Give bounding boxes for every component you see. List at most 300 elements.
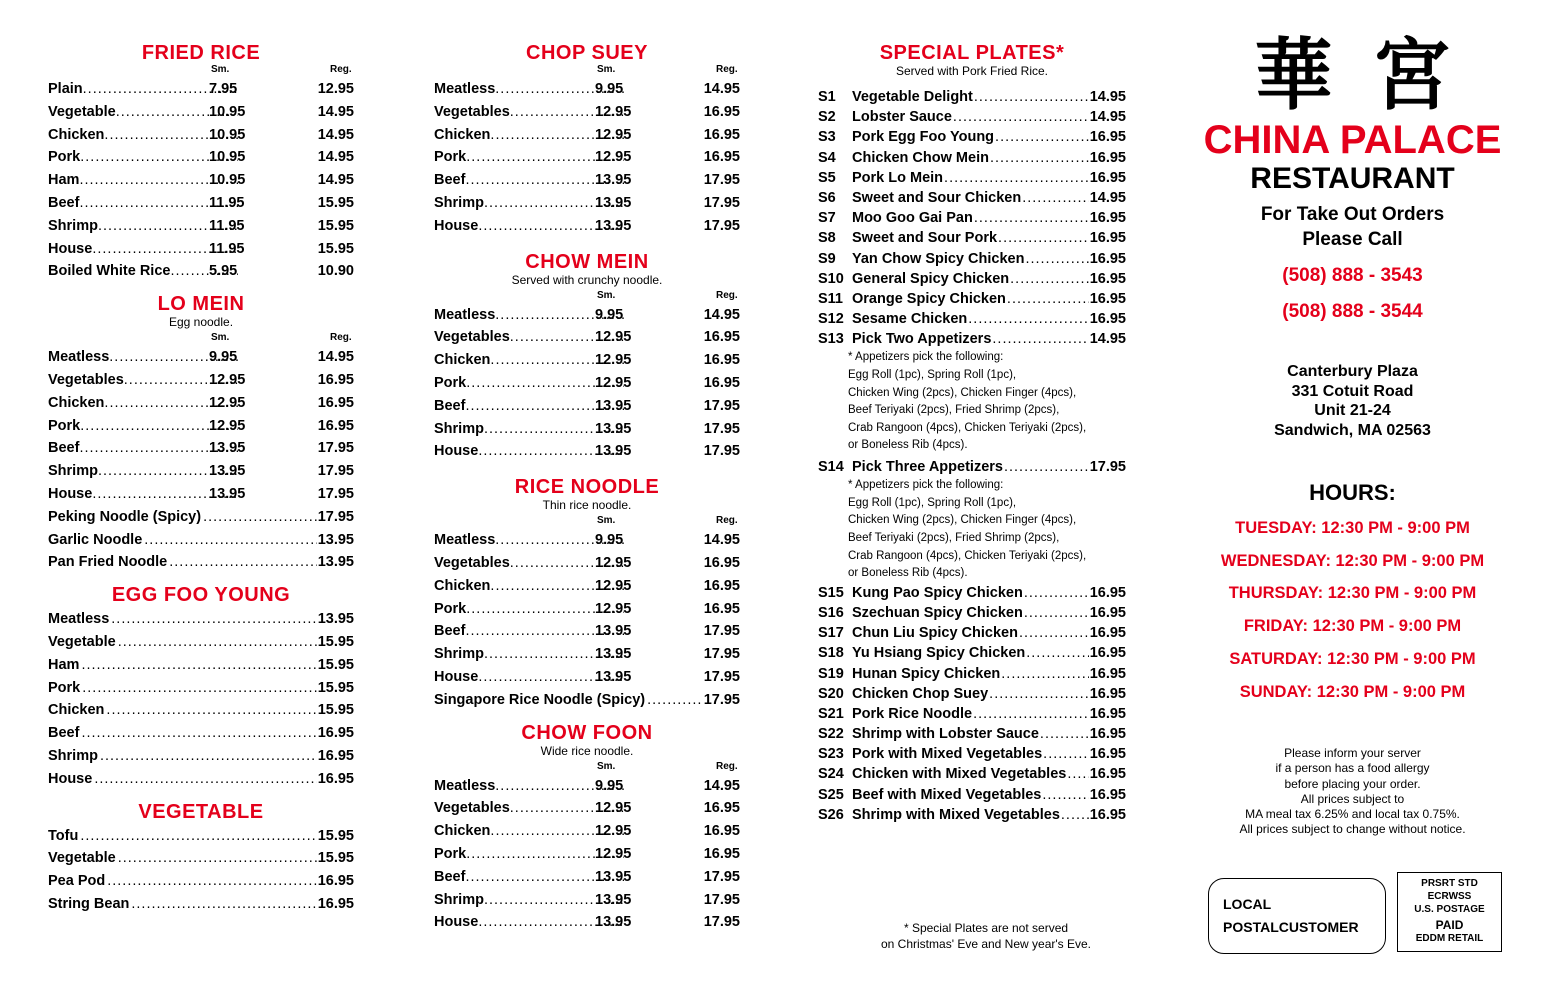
small-price: 13.95 (595, 443, 632, 460)
special-item (818, 107, 1126, 127)
menu-item (48, 346, 354, 369)
special-name: Sweet and Sour Pork (852, 230, 998, 247)
item-name: Shrimp (48, 747, 98, 764)
item-name: Chicken (434, 577, 491, 594)
special-item (818, 269, 1126, 289)
text-line: THURSDAY: 12:30 PM - 9:00 PM (1228, 584, 1477, 603)
item-name: Meatless (48, 611, 110, 628)
special-item (818, 309, 1126, 329)
menu-item (434, 78, 740, 101)
small-price: 12.95 (595, 103, 632, 120)
menu-item (434, 911, 740, 934)
regular-price: 16.95 (703, 126, 740, 143)
regular-price: 16.95 (703, 577, 740, 594)
hours-list (1195, 512, 1510, 708)
special-name: Beef with Mixed Vegetables (852, 786, 1042, 803)
special-code: S14 (818, 459, 844, 475)
special-item (818, 148, 1126, 168)
small-price: 12.95 (595, 554, 632, 571)
menu-item (48, 78, 354, 101)
menu-item (434, 666, 740, 689)
special-name: Pork Egg Foo Young (852, 129, 995, 146)
special-item (818, 643, 1126, 663)
postal-customer-box (1208, 878, 1386, 954)
text-line: 331 Cotuit Road (1291, 382, 1414, 400)
regular-price: 16.95 (317, 394, 354, 411)
menu-item (48, 506, 354, 529)
small-price: 12.95 (595, 577, 632, 594)
item-name: Ham (48, 656, 80, 673)
item-name: Vegetables (434, 800, 510, 817)
special-item (818, 329, 1126, 349)
menu-column-1 (48, 0, 354, 916)
special-code: S9 (818, 250, 836, 267)
reg-label: Reg. (716, 515, 738, 527)
takeout-text (1195, 202, 1510, 252)
menu-item (434, 395, 740, 418)
text-line: on Christmas' Eve and New year's Eve. (881, 936, 1091, 951)
special-name: Pork Rice Noodle (852, 705, 973, 722)
special-code: S3 (818, 129, 836, 146)
item-price: 13.95 (317, 611, 354, 628)
special-item (818, 704, 1126, 724)
special-code: S1 (818, 89, 836, 105)
chow-mein-list (434, 304, 740, 464)
special-item (818, 623, 1126, 643)
rice-noodle-list (434, 529, 740, 689)
regular-price: 16.95 (703, 554, 740, 571)
item-name: Garlic Noodle (48, 531, 143, 548)
special-price: 16.95 (1089, 685, 1126, 702)
postage-line: U.S. POSTAGE (1414, 904, 1485, 915)
item-name: Pan Fried Noodle (48, 554, 168, 571)
text-line: Chicken Wing (2pcs), Chicken Finger (4pcs), (848, 386, 1077, 399)
item-price: 15.95 (317, 633, 354, 650)
regular-price: 17.95 (703, 868, 740, 885)
menu-item (48, 146, 354, 169)
menu-item (434, 215, 740, 238)
item-price: 16.95 (317, 895, 354, 912)
item-price: 16.95 (317, 747, 354, 764)
item-name: Vegetables (48, 371, 124, 388)
menu-item (434, 192, 740, 215)
item-name: Shrimp (434, 420, 484, 437)
item-price: 15.95 (317, 850, 354, 867)
special-price: 16.95 (1089, 290, 1126, 307)
menu-item (48, 677, 354, 700)
brand-column (1195, 0, 1510, 837)
text-line: MA meal tax 6.25% and local tax 0.75%. (1245, 807, 1460, 822)
item-name: Ham (48, 172, 80, 189)
item-price: 15.95 (317, 679, 354, 696)
item-name: House (434, 443, 479, 460)
menu-item (48, 169, 354, 192)
small-price: 12.95 (209, 394, 246, 411)
special-code: S5 (818, 169, 836, 186)
menu-item (434, 598, 740, 621)
text-line: Please Call (1302, 229, 1403, 250)
special-name: Sesame Chicken (852, 311, 968, 328)
special-name: Sweet and Sour Chicken (852, 189, 1022, 206)
menu-item (434, 349, 740, 372)
regular-price: 16.95 (703, 823, 740, 840)
small-price: 13.95 (209, 440, 246, 457)
regular-price: 15.95 (317, 217, 354, 234)
sm-label: Sm. (597, 515, 616, 527)
item-name: Boiled White Rice (48, 263, 171, 280)
item-name: Shrimp (434, 646, 484, 663)
small-price: 10.95 (209, 126, 246, 143)
menu-item (434, 304, 740, 327)
item-name: Chicken (434, 352, 491, 369)
special-item (818, 127, 1126, 147)
chow-foon-subtitle: Wide rice noodle. (540, 743, 634, 758)
special-item (818, 785, 1126, 805)
special-code: S15 (818, 584, 844, 601)
menu-item (48, 745, 354, 768)
menu-item (434, 820, 740, 843)
item-price: 15.95 (317, 702, 354, 719)
special-price: 16.95 (1089, 665, 1126, 682)
menu-item (48, 722, 354, 745)
special-name: Lobster Sauce (852, 109, 952, 126)
small-price: 5.95 (209, 263, 238, 280)
menu-item (48, 101, 354, 124)
menu-item (434, 643, 740, 666)
special-price: 16.95 (1089, 250, 1126, 267)
special-list-b (818, 583, 1126, 825)
special-code: S12 (818, 311, 844, 328)
special-name: Moo Goo Gai Pan (852, 210, 973, 227)
regular-price: 17.95 (703, 397, 740, 414)
item-name: Beef (434, 868, 466, 885)
item-name: Shrimp (48, 217, 98, 234)
regular-price: 14.95 (317, 126, 354, 143)
postage-line: PRSRT STD (1421, 878, 1478, 889)
item-name: Beef (48, 440, 80, 457)
small-price: 13.95 (595, 397, 632, 414)
small-price: 13.95 (209, 463, 246, 480)
item-name: Vegetables (434, 103, 510, 120)
item-name: Meatless (48, 349, 110, 366)
special-item (818, 249, 1126, 269)
regular-price: 16.95 (703, 103, 740, 120)
phone-numbers (1195, 258, 1510, 330)
item-name: Vegetables (434, 329, 510, 346)
menu-item (48, 768, 354, 791)
item-name: Meatless (434, 777, 496, 794)
item-name: Pea Pod (48, 873, 106, 890)
text-line: All prices subject to (1300, 791, 1405, 806)
regular-price: 16.95 (703, 329, 740, 346)
postal-customer-label: POSTALCUSTOMER (1223, 919, 1359, 935)
size-header (48, 332, 354, 346)
vegetable-list (48, 825, 354, 916)
special-price: 16.95 (1089, 210, 1126, 227)
text-line: Egg Roll (1pc), Spring Roll (1pc), (848, 369, 1017, 382)
item-name: Shrimp (48, 463, 98, 480)
item-name: Chicken (48, 394, 105, 411)
small-price: 13.95 (595, 623, 632, 640)
item-name: Vegetables (434, 554, 510, 571)
item-name: Pork (434, 374, 467, 391)
special-code: S10 (818, 270, 844, 287)
text-line: or Boneless Rib (4pcs). (848, 439, 968, 452)
fried-rice-title: FRIED RICE (141, 42, 261, 64)
item-name: Vegetable (48, 633, 116, 650)
special-name: Yan Chow Spicy Chicken (852, 250, 1025, 267)
special-price: 14.95 (1089, 189, 1126, 206)
text-line: FRIDAY: 12:30 PM - 9:00 PM (1243, 617, 1462, 636)
regular-price: 16.95 (703, 800, 740, 817)
menu-item (48, 631, 354, 654)
chinese-logo: 華宮 (1254, 30, 1491, 121)
egg-foo-young-list (48, 608, 354, 790)
size-header (434, 290, 740, 304)
special-code: S23 (818, 746, 844, 763)
chow-mein-title: CHOW MEIN (525, 250, 649, 273)
menu-item (434, 775, 740, 798)
small-price: 10.95 (209, 103, 246, 120)
menu-item (48, 870, 354, 893)
regular-price: 10.90 (317, 263, 354, 280)
item-name: Shrimp (434, 194, 484, 211)
special-item (818, 805, 1126, 825)
item-name: Tofu (48, 827, 79, 844)
regular-price: 14.95 (703, 532, 740, 549)
item-name: Pork (434, 600, 467, 617)
lo-mein-subtitle: Egg noodle. (168, 315, 234, 330)
regular-price: 17.95 (703, 914, 740, 931)
postage-line: PAID (1435, 918, 1464, 932)
menu-item (434, 169, 740, 192)
regular-price: 17.95 (703, 194, 740, 211)
regular-price: 12.95 (317, 81, 354, 97)
small-price: 9.95 (595, 777, 624, 794)
small-price: 12.95 (595, 374, 632, 391)
lo-mein-title: LO MEIN (157, 293, 245, 316)
small-price: 12.95 (595, 845, 632, 862)
menu-item (48, 124, 354, 147)
item-name: Beef (434, 397, 466, 414)
item-name: House (48, 240, 93, 257)
item-name: Beef (48, 725, 80, 742)
menu-item (434, 889, 740, 912)
item-name: Beef (434, 623, 466, 640)
regular-price: 15.95 (317, 194, 354, 211)
size-header (434, 761, 740, 775)
item-name: Chicken (434, 126, 491, 143)
menu-item (48, 483, 354, 506)
regular-price: 17.95 (703, 217, 740, 234)
regular-price: 14.95 (317, 103, 354, 120)
special-code: S26 (818, 806, 844, 823)
item-name: Pork (48, 679, 81, 696)
item-price: 16.95 (317, 725, 354, 742)
text-line: TUESDAY: 12:30 PM - 9:00 PM (1235, 519, 1470, 537)
special-code: S19 (818, 665, 844, 682)
noodle-extras-list (48, 506, 354, 574)
text-line: before placing your order. (1284, 776, 1421, 791)
hours-title: HOURS: (1309, 480, 1396, 505)
menu-item (434, 440, 740, 463)
postage-line: EDDM RETAIL (1415, 933, 1484, 944)
item-name: Chicken (48, 702, 105, 719)
special-price: 14.95 (1089, 331, 1126, 348)
item-price: 13.95 (317, 531, 354, 548)
special-price: 16.95 (1089, 786, 1126, 803)
chop-suey-title: CHOP SUEY (526, 42, 648, 64)
text-line: Egg Roll (1pc), Spring Roll (1pc), (848, 496, 1017, 509)
special-item (818, 603, 1126, 623)
regular-price: 16.95 (317, 371, 354, 388)
item-name: House (48, 485, 93, 502)
rice-noodle-title: RICE NOODLE (514, 476, 660, 499)
special-item (818, 87, 1126, 107)
special-plates-title: SPECIAL PLATES* (879, 42, 1065, 64)
small-price: 13.95 (595, 217, 632, 234)
special-item (818, 289, 1126, 309)
small-price: 12.95 (595, 329, 632, 346)
text-line: For Take Out Orders (1260, 204, 1445, 225)
regular-price: 17.95 (703, 646, 740, 663)
menu-item (48, 437, 354, 460)
small-price: 9.95 (595, 81, 624, 97)
special-name: General Spicy Chicken (852, 270, 1010, 287)
regular-price: 16.95 (703, 374, 740, 391)
special-item (818, 228, 1126, 248)
chop-suey-list (434, 78, 740, 238)
regular-price: 17.95 (703, 668, 740, 685)
local-label: LOCAL (1223, 896, 1272, 912)
item-name: Singapore Rice Noodle (Spicy) (434, 691, 646, 708)
item-name: House (48, 770, 93, 787)
special-price: 16.95 (1089, 746, 1126, 763)
rice-noodle-subtitle: Thin rice noodle. (542, 498, 632, 513)
text-line: * Special Plates are not served (903, 921, 1069, 935)
menu-item (48, 608, 354, 631)
small-price: 11.95 (209, 194, 245, 211)
small-price: 13.95 (595, 646, 632, 663)
item-name: Vegetable (48, 850, 116, 867)
special-price: 16.95 (1089, 645, 1126, 662)
special-name: Pork Lo Mein (852, 169, 944, 186)
regular-price: 16.95 (317, 417, 354, 434)
special-code: S22 (818, 726, 844, 743)
special-name: Hunan Spicy Chicken (852, 665, 1001, 682)
small-price: 13.95 (595, 172, 632, 189)
special-code: S18 (818, 645, 844, 662)
small-price: 9.95 (595, 306, 624, 323)
regular-price: 14.95 (317, 172, 354, 189)
special-item (818, 188, 1126, 208)
item-name: Pork (48, 417, 81, 434)
menu-item (434, 418, 740, 441)
chow-foon-title: CHOW FOON (521, 721, 653, 744)
size-header (48, 64, 354, 78)
text-line: * Appetizers pick the following: (848, 479, 1004, 492)
special-name: Orange Spicy Chicken (852, 290, 1006, 307)
menu-item (434, 372, 740, 395)
small-price: 7.95 (209, 81, 238, 97)
menu-item (434, 101, 740, 124)
regular-price: 17.95 (703, 172, 740, 189)
item-name: Vegetable (48, 103, 116, 120)
small-price: 13.95 (595, 914, 632, 931)
menu-item (48, 260, 354, 283)
menu-item (48, 415, 354, 438)
special-price: 16.95 (1089, 705, 1126, 722)
chow-mein-subtitle: Served with crunchy noodle. (511, 272, 663, 287)
item-name: Beef (434, 172, 466, 189)
small-price: 12.95 (209, 371, 246, 388)
postage-indicia (1397, 872, 1502, 952)
item-name: House (434, 914, 479, 931)
menu-item (434, 529, 740, 552)
chow-foon-list (434, 775, 740, 935)
menu-item (48, 215, 354, 238)
small-price: 12.95 (595, 126, 632, 143)
sm-label: Sm. (597, 289, 616, 301)
special-item (818, 168, 1126, 188)
allergy-notice (1195, 746, 1510, 837)
special-list-a (818, 87, 1126, 349)
item-name: Plain (48, 81, 83, 97)
special-item (818, 724, 1126, 744)
text-line: if a person has a food allergy (1275, 761, 1430, 776)
small-price: 11.95 (209, 217, 245, 234)
special-code: S24 (818, 766, 844, 783)
menu-item (434, 575, 740, 598)
special-price: 16.95 (1089, 129, 1126, 146)
restaurant-label: RESTAURANT (1250, 162, 1455, 195)
item-price: 15.95 (317, 656, 354, 673)
text-line: Beef Teriyaki (2pcs), Fried Shrimp (2pcs), (848, 531, 1060, 544)
text-line: SUNDAY: 12:30 PM - 9:00 PM (1239, 682, 1466, 701)
regular-price: 17.95 (317, 485, 354, 502)
item-price: 17.95 (317, 508, 354, 525)
reg-label: Reg. (716, 760, 738, 772)
menu-item (48, 460, 354, 483)
regular-price: 17.95 (703, 443, 740, 460)
special-code: S4 (818, 149, 836, 166)
small-price: 12.95 (595, 800, 632, 817)
item-name: String Bean (48, 895, 130, 912)
vegetable-title: VEGETABLE (138, 800, 264, 823)
menu-item (48, 893, 354, 916)
regular-price: 16.95 (703, 352, 740, 369)
special-code: S7 (818, 210, 836, 227)
item-name: Meatless (434, 306, 496, 323)
special-price: 16.95 (1089, 149, 1126, 166)
menu-item (434, 326, 740, 349)
text-line: (508) 888 - 3543 (1282, 265, 1423, 286)
special-item (818, 664, 1126, 684)
special-code: S17 (818, 625, 844, 642)
address (1195, 362, 1510, 440)
special-item (818, 744, 1126, 764)
menu-column-2 (434, 0, 740, 934)
item-name: Meatless (434, 81, 496, 97)
regular-price: 17.95 (703, 891, 740, 908)
regular-price: 14.95 (703, 81, 740, 97)
item-price: 15.95 (317, 827, 354, 844)
item-name: Chicken (48, 126, 105, 143)
special-item (818, 457, 1126, 477)
special-name: Vegetable Delight (852, 89, 973, 105)
special-name: Pick Three Appetizers (852, 459, 1003, 475)
special-name: Chun Liu Spicy Chicken (852, 625, 1018, 642)
